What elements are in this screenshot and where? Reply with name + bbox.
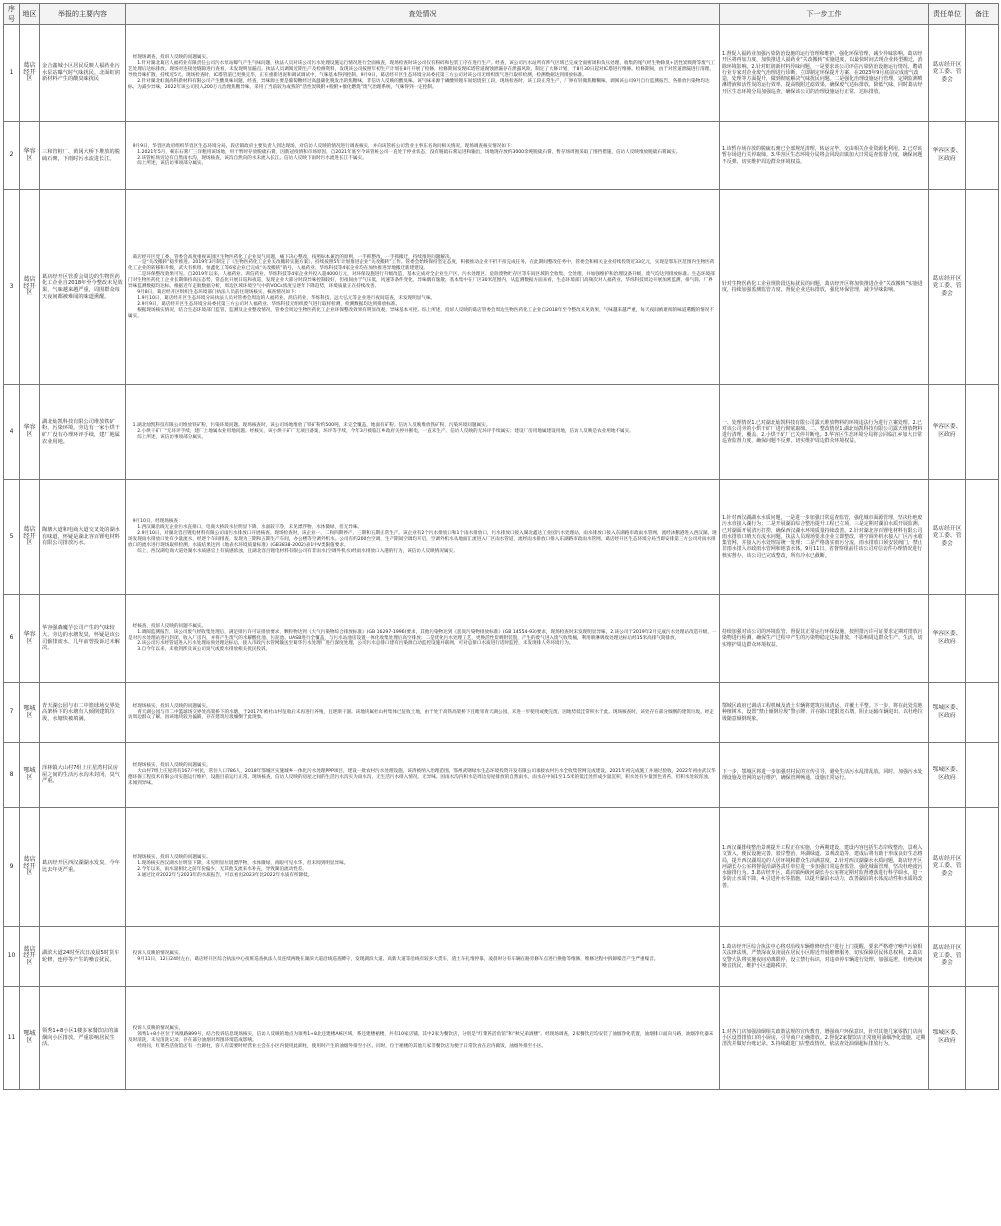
cell-unit: 华容区委、区政府: [929, 122, 966, 190]
table-row: [4, 595, 999, 683]
finding-paragraph: 9月9日，华容区政府组织华容区生态环境分局，段店镇政府主要负责人到达现场，对信访人反映的情况进行调查核实，并向该管桩公司营业主事东名询问相关情况。现场调查核实情况如下：: [132, 143, 516, 149]
cell-findings: [126, 595, 720, 683]
cell-note: [966, 190, 999, 385]
cell-complaint: 华容强森魔芋公司产生的气味较大，旁边的水塘发臭，怀疑是该公司偷排废水，几年前曾投诉过未解决。: [40, 595, 126, 683]
cell-unit: 华容区委、区政府: [929, 385, 966, 480]
finding-paragraph: 经现场核实，投诉人反映的问题属实。: [132, 763, 211, 769]
table-row: [4, 480, 999, 595]
finding-paragraph: 投诉人反映的情况属实。: [132, 1026, 184, 1032]
table-row: [4, 385, 999, 480]
finding-paragraph: 1.调阅监测报告，该公司废气经收集处理后，满足排污许可证排放要求，颗粒物达到《大气污染物综合排放标准》(GB 16297-1996)要求，其他污染物达到《恶臭污染物排放标准》(GB 14554-93)要求，现场检查时未发现明显异味，2.该公司于2019年2月完成污水处理站改造升级，一是对污水处理站进行封闭，收入厂房内，并将产生废气的水解酸化池、污泥池、UASB进行全覆盖，与污水站池房设置一体化收集处理后高空排放；二是优化污水处理工艺，更换活性炭吸附装置，产生的废气进入废气收集桶，利用喷淋吸收处理达标后经15米高排气筒排放。: [128, 629, 717, 641]
cell-no: 1: [4, 25, 20, 122]
cell-district: 鄂城区: [20, 743, 40, 808]
complaint-table: [3, 3, 999, 1090]
cell-unit: 葛店经开区党工委、管委会: [929, 25, 966, 122]
cell-findings: [126, 743, 720, 808]
finding-paragraph: 1.西汉湖沿线无企业污水直排口，电商大桥段水位明显下降，水面较干净，未见漂浮物，水体微绿，但无异味。: [137, 525, 363, 531]
cell-unit: 鄂城区委、区政府: [929, 683, 966, 743]
cell-note: [966, 385, 999, 480]
header-unit: 责任单位: [929, 4, 966, 25]
table-row: [4, 683, 999, 743]
cell-next-steps: 1.督促人福药业加强污染防治设施的运行管理和维护，强化环保管理，减少异味影响。葛店经开区将再加力度，加快推进人福药业“关改搬转”实施进度，以最快时间去现企业转型搬迁，消除环境影响。2.针对虹润新材料异味问题，一是要求该公司评估污染防治设施运行情况，聘请行业专家对企业废气治理进行诊断，立即制定环保提升方案，在2023年9月底前完成废气改造，处理等方面提升，做到彻底解决气味扰民问题。二是强化治理设施运行管理，定期监测喷淋塔液和活性炭的运行效率，提高吸附过滤效果，确保废气达标排放，降低气味，同时葛店经开区生态环境分局加强巡查，确保该公司的治理设施运行正常，达标排放。: [720, 25, 929, 122]
cell-unit: 葛店经开区党工委、管委会: [929, 927, 966, 987]
finding-paragraph: 2.该公司污水经管道进入污水处理站预处理达标后，接入市政污水管网输送至葛华污水处理厂进行深度处理，公司污水总排口建有污染源自动监控设施并联网，可对总排口水质进行适时监控，未发现排人外环境行为。: [137, 641, 574, 647]
cell-complaint: 三和管桩厂、黄冈大桥下堆放的脱硫石膏，下雨时污水流进长江。: [40, 122, 126, 190]
cell-next-steps: 鄂城区政府已调动工程机械及渣土车辆将建筑垃圾清运，并覆土平整。下一步，将在此处荒地种植树木，设置“禁止倾倒垃圾”警示牌，并在路口建限宽石墩，阻止运输车辆进出，以杜绝垃圾随意倾倒现象。: [720, 683, 929, 743]
finding-paragraph: 2.9月10日，对湖北容百锂电材料有限公司雨污水排放口开展核查。现场检查时，该企业一、二和四期停产，三期和五期正常生产。该企业有2个污水排放口和1个雨水排放口，污水排放口接入湖北鑫达工业园污水处理站，雨水排放口接入东湖路市政雨水管网，流经沐鹅港进入西汉湖。现场发现雨水排放口处有少量流水，经逐个车间排查，发现为三期和五期生产车间，办公楼等空调外机水。公司有约200台空调，生产期间空调均开启，空调外机水从地面汇流进入厂区雨水管道，流经雨水排放口排入东湖路市政雨水管网。葛店经开区生态环境分局当即安排第三方公司对雨水排放口的流水进行现场取样检测，水质结果达到《地表水环境质量标准》(GB3838-2002)表1中Ⅴ类限值要求。: [128, 531, 717, 548]
cell-next-steps: 1.该暂存场存放的脱硫石膏已全部规范清理，转运完毕，交由相关企业资源化利用。2.已对该暂存场进行关停取缔。3.华容区生态环境分局将会同段店镇加大日常巡查监督力度，确保问题不反弹，切实维护周边群众环境权益。: [720, 122, 929, 190]
cell-no: 7: [4, 683, 20, 743]
cell-note: [966, 987, 999, 1090]
cell-findings: [126, 122, 720, 190]
cell-district: 华容区: [20, 122, 40, 190]
cell-complaint: 泽林镇大山村7组上庄星湾村民房屋之间的生活污水沟未封闭，臭气严重。: [40, 743, 126, 808]
cell-district: 葛店经开区: [20, 927, 40, 987]
cell-district: 鄂城区: [20, 987, 40, 1090]
finding-paragraph: 综上，西汉湖电商大道处湖水水质感官上有质感浓浊，且湖北容百锂电材料有限公司有非雨水(空调外机水)经雨水排放口入港的行为，该信访人反映情况属实。: [137, 548, 458, 554]
finding-paragraph: 经询问，红菜苔活鱼馆店有一台卸柱，客人有需要时经营业主会在小区内使用此卸柱，使用时产生的油烟外排至小区。同时，位于裙楼的其他几家非餐饮店为便于日常饮食在店内做饭，油烟外排至小区。: [137, 1043, 547, 1049]
cell-no: 4: [4, 385, 20, 480]
cell-no: 5: [4, 480, 20, 595]
table-row: [4, 987, 999, 1090]
finding-paragraph: 1.2021年5月，蕲东石膏厂三洋粗用该场地，用于暂时存放脱硫石膏，因新冠疫情和市场原因，自2021年底至今该管桩公司一直处于停业状态，没有脱硫石膏运进和输出，场地现存放约3000余吨脱硫石膏，暂存场周围采取了围挡措施，信访人反映堆放脱硫石膏属实。: [137, 149, 681, 155]
cell-district: 葛店经开区: [20, 808, 40, 927]
finding-paragraph: 一是“关改搬转”稳步推进。2019年3月制定了《生物医药化工企业关改搬转实施方案》，持续按照5年计划推进企业“关改搬转”工作。管委会始终保持坚定态度，积极推动企业不折不扣完成任务，在此期间整改任务中，管委会和相关企业持续投资近33亿元，实现是鄂东区范围内生物医药化工企业的转移和升级，武大有机组、恒鑫化工等6家企业已完成“关改搬转”销号，人福药业、华烁科技等4家企业均在加快推进异地搬迁新建建设。: [128, 260, 715, 272]
header-note: 备注: [966, 4, 999, 25]
header-row: [4, 4, 999, 25]
finding-paragraph: 1.针对湖北葛店人福药业有限责任公司污水泵站曝气产生气味问题，执法人员对该公司污水处理设施运行情况进行全面核查，现场检查时该公司仅有粉碎和包装工序在进行生产。经查，该公司污水站所有涉气区域已完成全面密闭和负压处理，收集的尾气经生物除臭+活性炭吸附等废气工艺处理后达标排放。现场对连接处缝隙进行查看，未发现明显漏点。执法人员调阅近期生产及检修资料，发现该公司按照年初生产计划在8月开展了检修，检修期间发现IC塔管道腐蚀泄漏存在泄露风险，制定了大修计划，于8月30日起对IC塔进行维修。检修期间，由于对管道泄漏进行清理，导致异味扩散，持续近5天。现场检查时，IC塔管道已更换完毕，正在重新进泥和调试调试中，气味基本得到控制。9月9日，葛店经开区生态环境分局委托第三方公司对该公司无组织废气进行取样检测，检测数据达到排放标准。: [128, 61, 716, 78]
cell-next-steps: 下一步，鄂城区将进一步加强对村民的宣传引导，避免生活污水乱排乱放。同时，加强污水处理设施及管网的运行维护，确保管网畅通，设施正常运行。: [720, 743, 929, 808]
table-row: [4, 190, 999, 385]
finding-paragraph: 1.现场核实西汉湖水位明显下降，未见明显垃圾漂浮物，水体微绿，肉眼可见水华，但未闻到明显异味。: [137, 861, 349, 867]
cell-note: [966, 595, 999, 683]
cell-note: [966, 743, 999, 808]
cell-unit: 葛店经开区党工委、管委会: [929, 808, 966, 927]
table-row: [4, 743, 999, 808]
cell-complaint: 陶塘大道和电商大道交叉处的湖水有味道，怀疑是湖北容百锂电材料有限公司排放污水。: [40, 480, 126, 595]
cell-no: 8: [4, 743, 20, 808]
cell-district: 华容区: [20, 595, 40, 683]
header-findings: 查处情况: [126, 4, 720, 25]
cell-findings: [126, 927, 720, 987]
cell-no: 11: [4, 987, 20, 1090]
finding-paragraph: 2.该管桩场旁边有自然雨水沟，现场核查，该沟自然向的水未流入长江。信访人反映下雨时污水流进长江不属实。: [137, 155, 367, 161]
finding-paragraph: 投诉人反映的情况属实。: [132, 950, 184, 956]
finding-paragraph: 2.针对湖北虹润高科新材料有限公司产生酸臭味问题，经查，异味源主要是葡萄糖经过高温碳化脱发出的焦糖味，非信访人反映的酸臭味。该气味来源于磷酸铁锂车间焙烧窑工段，现场检查时，该工段正常生产，厂界有轻微焦糖糊味。调阅该公司9月自行监测报告，各排放污染物均达标。为减少异味，2022年该公司投入200万元治理焦糖异味，采用了当前较为成熟的“活性炭吸附+脱附+催化燃烧”废气治理系统，气味得到一定控制。: [128, 78, 710, 90]
cell-complaint: 葛店经开区管委会周边的生物医药化工企业自2018年至今整改未见效果，气味越来越严重，周围群众每天夜间都被难闻的味道熏醒。: [40, 190, 126, 385]
cell-note: [966, 683, 999, 743]
cell-findings: [126, 480, 720, 595]
finding-paragraph: 2.小烘干矿厂“无环评手续，建厂土地属农业用地问题。经核实，该小烘干矿厂无项目备案，环评等手续，今年3月被临江乡政府关停并断电，一直未生产。信访人反映的无环评手续属实；建设厂房用地属建设用地，信访人反映是农业用地不属实。: [137, 429, 634, 435]
cell-unit: 华容区委、区政府: [929, 595, 966, 683]
finding-paragraph: 综上所述，该信访事项部分属实。: [137, 161, 207, 167]
cell-findings: [126, 385, 720, 480]
cell-findings: [126, 987, 720, 1090]
finding-paragraph: 葛店经开区党工委、管委会高度重视该园区生物医药化工企业臭气问题，痛下决心整改，按照标本兼治的原则，一手抓整改，一手抓搬迁，持续推进问题解决。: [132, 254, 455, 260]
finding-paragraph: 经核查，投诉人反映的问题不属实。: [132, 623, 207, 629]
cell-complaint: 葛店经开区西汉湖湖水发臭，今年比去年更严重。: [40, 808, 126, 927]
cell-district: 鄂城区: [20, 683, 40, 743]
cell-note: [966, 122, 999, 190]
finding-paragraph: 1.湖北灿凯科技有限公司堆放铁矿粉，污染环境问题。现场核查时，该公司场地堆放了铁矿粉约500吨，未完全覆盖，地面有矿粉。信访人反映堆放铁矿粉，污染环境问题属实。: [132, 423, 491, 429]
table-row: [4, 808, 999, 927]
finding-paragraph: 根据现场核实情况，结合生态环境部门监管、监测及企业整改情况，管委会周边生物医药化工企业环保整改效果有明显改观，异味基本可控。综上所述，投诉人反映的葛店管委会周边生物医药化工企业自2018年至今整改未见效果，气味越来越严重，每天夜间被难闻的味道熏醒的情况不属实。: [128, 307, 714, 319]
cell-complaint: 金合鑫城小区居民反映人福药业污水泵站曝气时气味扰民。北面虹润新材料产生的酸臭味扰民: [40, 25, 126, 122]
finding-paragraph: 9月8日，葛店经开区组织生态环境部门执法人员前往现场核实，核查情况如下：: [137, 289, 300, 295]
cell-district: 葛店经开区: [20, 190, 40, 385]
cell-next-steps: 针对生物医药化工企业规阶段达标扰民的问题，葛店经开区将加快推进企业“关改搬转”实施进度，持续加强监测监管力度，督促企业达标排放，强化环保管理，减少异味影响。: [720, 190, 929, 385]
finding-paragraph: 9月10日，经现场核查：: [132, 519, 183, 525]
finding-paragraph: 青天湖公园与市二中篮球场交界处高架桥下的水塘，于2017年被杜山村征收后未再进行养殖，且逐渐干涸。该地块属杜山村集体已征收土地，由于处于高铁高架桥下且毗邻青天湖公园，未进一步使用或便完废，因地势低洼常积水于此。现场核查时，该处存在部分倾倒的建筑垃圾。经走访周边群众了解，因该地块较为偏僻，存在建筑垃圾倾倒于此现象。: [128, 709, 714, 721]
finding-paragraph: 2.9月9日，葛店经开区生态环境分局委托第三方公司对人福药业、华烁科技无组织废气进行取样检测，检测数据均达到排放标准。: [137, 301, 401, 307]
finding-paragraph: 领秀1+8小区位于凤凰路899号，结合投诉信息现场核实，信访人反映的地点为领秀1+8北还建楼A栋区域，系还建楼裙楼，共有10家店铺，其中2家为餐饮店，分别是“红菜苔活鱼馆”和“秋兄弟酒楼”。经现场调查，2家餐饮店均安装了油烟净化装置，油烟排口面向马路，油烟净化器末及时清洗，未见清洗记录，存在部分油烟对周围环境造成影响。: [128, 1032, 714, 1043]
cell-next-steps: 持续加强对该公司的环境监管，督促其正常运行环保设施，按照排污许可证要求定期对排放污染物进行检测，确保生产过程中产生的污染物稳定达标排放，不影响周边群众生产、生活，切实维护周边群众环境权益。: [720, 595, 929, 683]
finding-paragraph: 二是环保整改效果可见。自2019年以来，人福药业、鸿信药业、华烁科技等4家企业共投入超4000万元，对环保设施进行升级改造，基本完成对全企业生产区、污水处理区、危险废物贮存区等车间区域的全收集、全处理，并加强维护和治理设备升级，废气均达到排放标准。生态环境部门对生物医药化工企业长期保持高压态势，常态化开展日巡和夜巡，发现企业大部分时段异味控制较好，但夜间由于气压低，风速等条件变化，异味偶有逸散，基本集中在厂区30米范围内，从监测数据方面来看，生态环境部门高频次对人福药业、华烁科技周边开展加密监测，排气筒、厂界异味监测数据均达标。根据近年走航数据分析，周边区域环境空气中的VOCs浓度呈逐年下降趋势，环境质量正在持续改善。: [128, 272, 715, 290]
cell-complaint: 青天湖公园与市二中篮球场交界处高架桥下的水塘有人倾倒建筑垃圾，水塘快被填满。: [40, 683, 126, 743]
finding-paragraph: 综上所述，该信访事项部分属实。: [137, 434, 207, 440]
cell-findings: [126, 683, 720, 743]
cell-next-steps: 1.西汉湖排线整治景观提升工程正在实施，分两期建设，建设内容包括生态岸线整治，景观入文置入，便民设施完善，驳岸整治，环湖绿道，景观改造等，建成后将有助于形成良好生态格局，提升西汉湖周边的人居环境和群众生活满意度。2.针对西汉湖湖水水质问题，葛店经开区河湖长办公室将督促沿湖各责任单位进一步加强日常巡查监管，强化城面管理，坚决杜绝废污水偷排行为。3.葛店经开区，葛店镇两级河湖长办公室将定期对监督遵落进行科学调水，进一步防止水质下降。4.引进补水等措施，以提升湖泊水动力，改善湖泊的水体流动性和水质的改善。: [720, 808, 929, 927]
cell-complaint: 湖北灿凯科技有限公司堆放铁矿粉，污染环境。旁边有一家小烘干矿厂没有办理环评手续，建厂地属农业用地。: [40, 385, 126, 480]
finding-paragraph: 1.9月10日，葛店经开区生态环境分局执法人员对管委会周边的人福药业、鸿信药业、华烁科技、远大弘元等企业进行夜间巡查，未发现明显气味。: [137, 295, 436, 301]
table-row: [4, 122, 999, 190]
cell-unit: 葛店经开区党工委、管委会: [929, 480, 966, 595]
cell-unit: 葛店经开区党工委、管委会: [929, 190, 966, 385]
cell-note: [966, 927, 999, 987]
header-complaint: 举报的主要内容: [40, 4, 126, 25]
finding-paragraph: 9月11日，12日24时左右，葛店经开区综合执法中心夜班巡查执法人员连续两晚在湖滨大道沿线巡查蹲守，发现湖滨大道、高新大道等沿线有较多大货车，渣土车扎堆停靠，凌晨时分有车辆在路旁修车点进行换胎等维修，维修过程中拆卸噪音产生严重噪音。: [137, 956, 659, 962]
header-no: 序号: [4, 4, 20, 25]
finding-paragraph: 2.今年以来，雨水量相比之前年份偏少，无其他支流来水补充，导致湖泊流动性差。: [137, 867, 307, 872]
finding-paragraph: 经现场调查，投诉人反映的问题属实。: [132, 55, 211, 61]
cell-no: 3: [4, 190, 20, 385]
cell-no: 6: [4, 595, 20, 683]
cell-district: 葛店经开区: [20, 480, 40, 595]
cell-next-steps: 1.对各门店加强油烟相关政策法规的宣传教育，增强商户环保意识，针对其他几家零散门店向小区设置排放口的小厨房，引导商户正确排放。2.督促2家餐饮店正常使用油烟净化设施，定期清洗并做好台账记录。3.持续跟进门店整改情况，依法查处油烟超标排放行为。: [720, 987, 929, 1090]
cell-findings: [126, 808, 720, 927]
cell-note: [966, 480, 999, 595]
cell-complaint: 领秀1+8小区1楼多家餐饮店的油烟向小区排放，严重影响居民生活。: [40, 987, 126, 1090]
table-row: [4, 927, 999, 987]
cell-note: [966, 808, 999, 927]
cell-no: 2: [4, 122, 20, 190]
cell-unit: 鄂城区委、区政府: [929, 987, 966, 1090]
finding-paragraph: 大山村7组上庄屋湾有167户村民，常住人口786人，2018年鄂城区实施城乡一体化污水处理PPP项目，建设一批农村污水处理设施，该湾被纳入治理范围。鄂州武钢绿水生态环境投资开发有限公司承接农村污水全收集管网完成建设，2021年初完成施工并通过验收，2022年初由武汉华德环保工程技术有限公司实施运行维护，设施目前运行正常。现场核查，信访人反映的房屋之间的生活污水沟实为雨水沟，无生活污水排入情况，无异味。因雨水沟内积水是周边房屋排放的自然雨水，雨水在中间1至1.5米的低洼处形成少量沉积，积水处有少量黑色青苔，但积水处较浑浊，未闻到异味。: [128, 769, 716, 786]
cell-complaint: 湖滨大道24时至次日凌晨5时货车轮修，连停等产生的噪音扰民。: [40, 927, 126, 987]
cell-district: 葛店经开区: [20, 25, 40, 122]
cell-findings: [126, 25, 720, 122]
cell-unit: 鄂城区委、区政府: [929, 743, 966, 808]
cell-no: 10: [4, 927, 20, 987]
finding-paragraph: 经现场核实，投诉人反映的问题属实。: [132, 855, 211, 861]
cell-no: 9: [4, 808, 20, 927]
header-next-steps: 下一步工作: [720, 4, 929, 25]
cell-note: [966, 25, 999, 122]
finding-paragraph: 3.通过比对2022年与2023年的水质报告，可以看出2023年比2022年水质有所降低。: [137, 872, 313, 878]
cell-next-steps: 1.针对西汉湖湖水水质问题，一是进一步加强日常巡查监管，强化城市面源管理，坚决杜绝废污水直接入湖行为；二是开展湖泊综合整治提升工程已立项，三是定期对湖泊水质开展监测，已对湖面开展清污打捞，确保西汉湖水环境质量持续改善。2.针对湖北容百锂电材料有限公司雨水排放口晴天有流水问题，执法人员现场要求企业立即整改，将空调外机水接入厂区污水收集管网，并接入污水处理站统一处理；二是严格落实雨污分流，雨水排放口须安装阀门，禁止非雨水排入市政雨水管网和地表水体。9月11日，省督察组前往该公司对信访件办理情况进行核实督办，该公司已完成整改，所有冷水已截断。: [720, 480, 929, 595]
cell-next-steps: 1.葛店经开区综合执法中心将对沿线车辆维修经营户进行上门提醒，要求严格遵守噪声污染相关法律法规，严禁深夜及凌晨在居民小区附近开展维修服务，切实保障居民休息权利。2.葛店交警大队将实施夜间劝离限停，设立禁行标识，对违章停车辆进行处理，加强巡逻，杜绝夜间噪音扰民，维护小区道路秩序。: [720, 927, 929, 987]
header-district: 地区: [20, 4, 40, 25]
cell-findings: [126, 190, 720, 385]
finding-paragraph: 3.自今年以来，未收到涉及该公司臭气或废水排放相关扰民投诉。: [137, 647, 271, 653]
finding-paragraph: 经现场核实，投诉人反映的问题属实。: [132, 703, 211, 709]
cell-next-steps: 一、处理情况1.已对湖北灿凯科技有限公司露天堆放物料的环境违法行为进行立案处理。2.已对该公司旁的小烘干矿厂进行彻底取缔。二、整改情况1.湖北灿凯科技有限公司露天堆放物料进行清理，覆盖。2.小烘干矿厂已关停并断电。3.华容区生态环境分局将会同临江乡加大日常巡查监督力度，确保问题不反弹，切实维护周边群众环境权益。: [720, 385, 929, 480]
cell-district: 华容区: [20, 385, 40, 480]
table-row: [4, 25, 999, 122]
